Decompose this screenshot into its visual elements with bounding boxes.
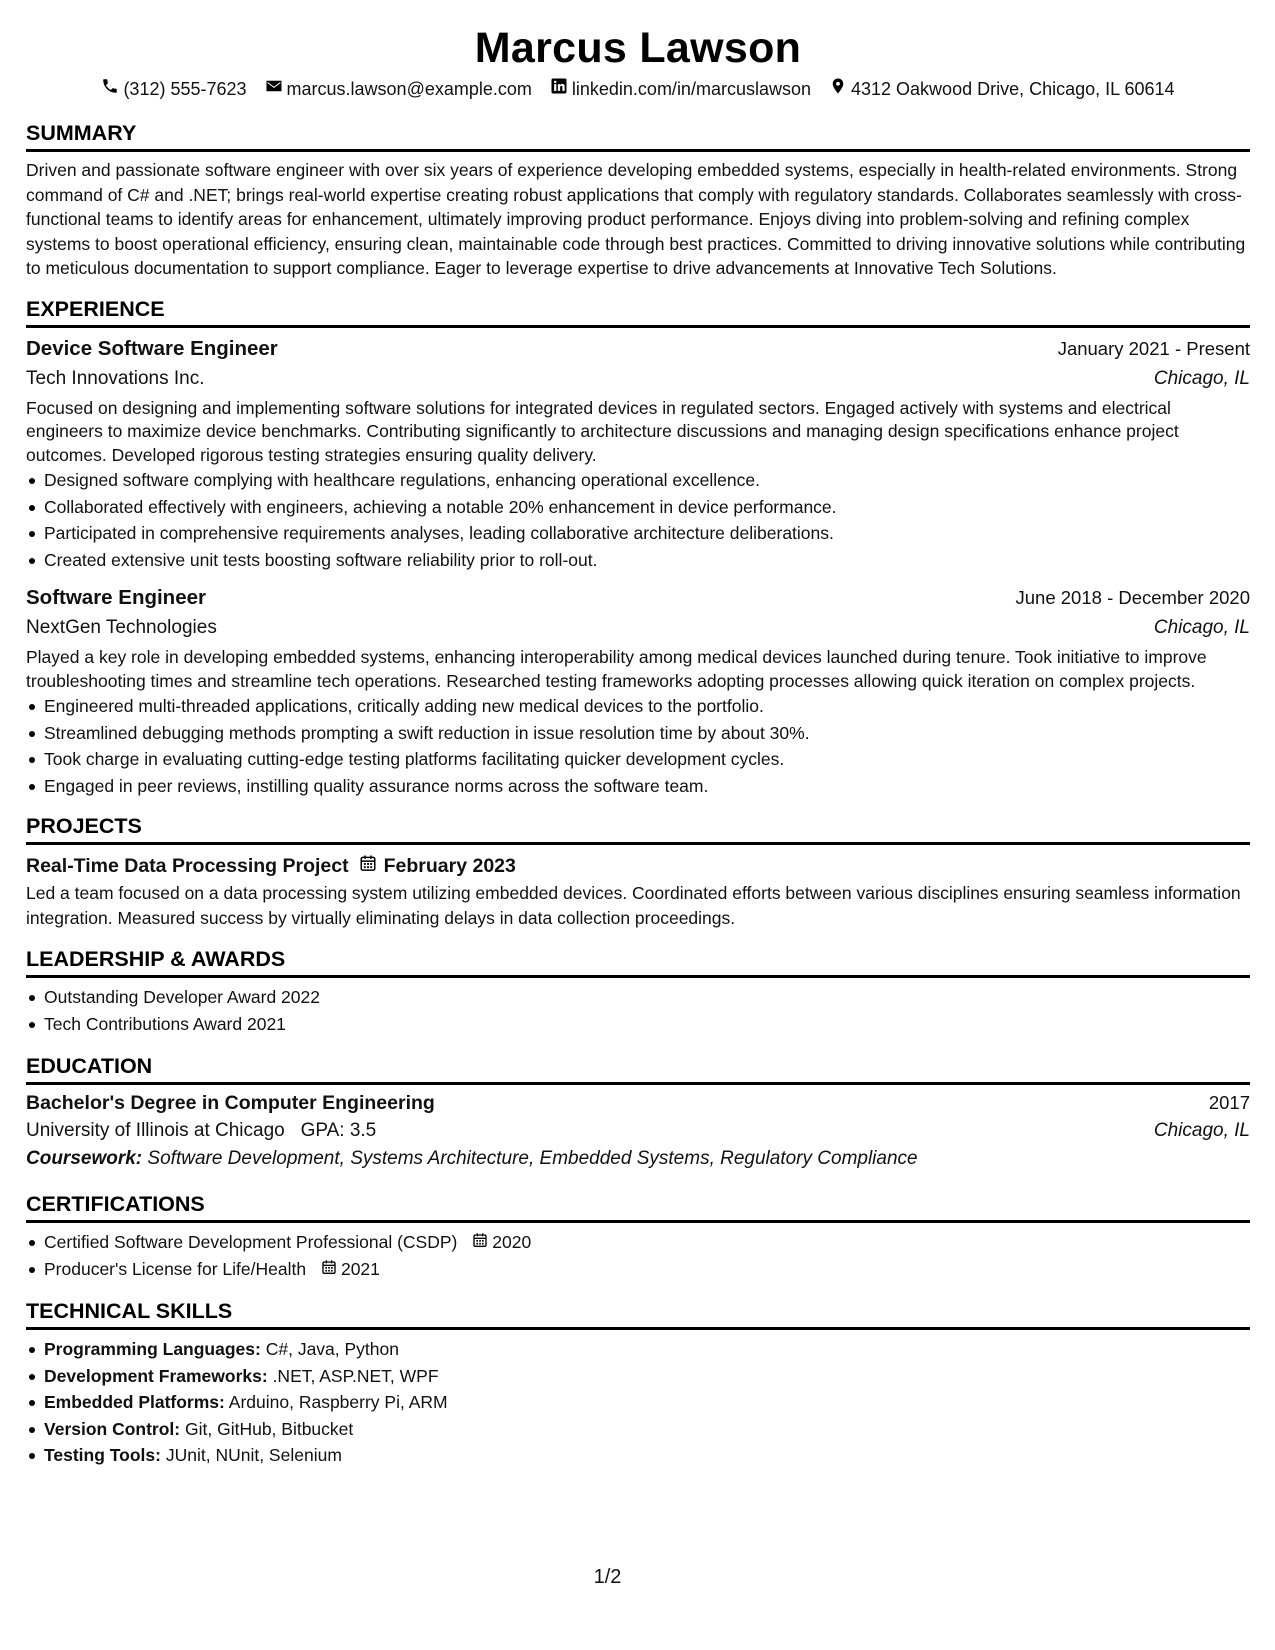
skills-list	[26, 1336, 1250, 1469]
certification-name: Producer's License for Life/Health	[44, 1258, 307, 1279]
job-title: Software Engineer	[26, 586, 206, 609]
project-date	[359, 853, 516, 879]
list-item	[26, 1389, 1250, 1416]
map-pin-icon	[829, 77, 847, 101]
page-number: 1/2	[593, 1566, 622, 1588]
list-item: Tech Contributions Award 2021	[26, 1011, 1250, 1038]
certifications-list	[26, 1229, 1250, 1282]
section-title-awards: LEADERSHIP & AWARDS	[26, 946, 1250, 978]
certification-date	[472, 1229, 531, 1256]
project-header	[26, 853, 1250, 879]
coursework	[26, 1145, 1250, 1173]
calendar-icon	[472, 1229, 488, 1256]
certification-date	[321, 1256, 380, 1283]
education-section	[26, 1053, 1250, 1173]
project-description: Led a team focused on a data processing system utilizing embedded devices. Coordinated efforts between various disciplines ensuring seamless information integration. Measured success by virtually eliminating delays in data collection proceedings.	[26, 883, 1241, 928]
phone-text: (312) 555-7623	[123, 79, 247, 99]
certification-year: 2021	[340, 1258, 380, 1279]
awards-section	[26, 946, 1250, 1037]
skills-section	[26, 1298, 1250, 1469]
certifications-section	[26, 1191, 1250, 1282]
list-item: Streamlined debugging methods prompting a swift reduction in issue resolution time by about 30%.	[26, 720, 1250, 747]
school-line	[26, 1117, 376, 1145]
section-title-experience: EXPERIENCE	[26, 296, 1250, 328]
contact-linkedin	[550, 77, 811, 101]
list-item: Participated in comprehensive requirements analyses, leading collaborative architecture deliberations.	[26, 520, 1250, 547]
skill-label: Version Control:	[44, 1418, 181, 1439]
list-item	[26, 1336, 1250, 1363]
job-location: Chicago, IL	[1153, 367, 1250, 389]
company-name: NextGen Technologies	[26, 617, 217, 638]
list-item	[26, 1229, 1250, 1256]
school-name: University of Illinois at Chicago	[26, 1120, 285, 1141]
job-bullets	[26, 693, 1250, 799]
job-entry	[26, 583, 1250, 799]
job-title: Device Software Engineer	[26, 336, 278, 360]
email-text: marcus.lawson@example.com	[286, 79, 532, 99]
resume-page	[26, 22, 1250, 1469]
list-item	[26, 1363, 1250, 1390]
skill-value: C#, Java, Python	[265, 1339, 399, 1359]
school-location: Chicago, IL	[1153, 1120, 1250, 1141]
experience-section	[26, 296, 1250, 800]
list-item: Designed software complying with healthcare regulations, enhancing operational excellence.	[26, 467, 1250, 494]
job-dates: January 2021 - Present	[1057, 337, 1250, 359]
envelope-icon	[265, 77, 283, 101]
company-name: Tech Innovations Inc.	[26, 367, 205, 389]
list-item: Took charge in evaluating cutting-edge testing platforms facilitating quicker development cycles.	[26, 746, 1250, 773]
awards-list	[26, 984, 1250, 1037]
list-item: Engineered multi-threaded applications, critically adding new medical devices to the portfolio.	[26, 693, 1250, 720]
certification-year: 2020	[492, 1232, 532, 1252]
calendar-icon	[359, 853, 377, 879]
list-item: Outstanding Developer Award 2022	[26, 984, 1250, 1011]
summary-section	[26, 120, 1250, 281]
skill-label: Testing Tools:	[44, 1445, 161, 1465]
skill-value: .NET, ASP.NET, WPF	[272, 1365, 439, 1386]
candidate-name: Marcus Lawson	[474, 24, 802, 72]
job-entry	[26, 334, 1250, 574]
contact-phone	[101, 77, 246, 101]
contact-email	[265, 77, 532, 101]
address-text: 4312 Oakwood Drive, Chicago, IL 60614	[851, 79, 1175, 99]
project-date-text: February 2023	[383, 855, 516, 877]
list-item	[26, 1256, 1250, 1283]
skill-value: JUnit, NUnit, Selenium	[165, 1445, 342, 1465]
contact-bar	[26, 77, 1250, 101]
section-title-projects: PROJECTS	[26, 813, 1250, 845]
calendar-icon	[321, 1256, 337, 1283]
skill-value: Arduino, Raspberry Pi, ARM	[228, 1392, 448, 1412]
job-description: Focused on designing and implementing software solutions for integrated devices in regulated sectors. Engaged actively with systems and electrical engineers to maximize device benchmarks. Contributing significantly to architecture discussions and managing design specifications enhance project outcomes. Developed rigorous testing strategies ensuring quality delivery.	[26, 397, 1179, 465]
linkedin-icon	[550, 77, 568, 101]
project-name: Real-Time Data Processing Project	[26, 855, 349, 877]
contact-address	[829, 77, 1175, 101]
coursework-label: Coursework:	[26, 1148, 143, 1169]
projects-section	[26, 813, 1250, 930]
job-dates: June 2018 - December 2020	[1015, 587, 1250, 608]
skill-label: Programming Languages:	[44, 1339, 261, 1359]
degree-name: Bachelor's Degree in Computer Engineering	[26, 1092, 435, 1114]
job-location: Chicago, IL	[1153, 617, 1250, 638]
list-item: Created extensive unit tests boosting software reliability prior to roll-out.	[26, 547, 1250, 574]
section-title-summary: SUMMARY	[26, 120, 1250, 152]
gpa: GPA: 3.5	[300, 1120, 377, 1141]
list-item	[26, 1442, 1250, 1469]
phone-icon	[101, 77, 119, 101]
section-title-skills: TECHNICAL SKILLS	[26, 1298, 1250, 1330]
job-bullets	[26, 467, 1250, 573]
list-item: Engaged in peer reviews, instilling quality assurance norms across the software team.	[26, 773, 1250, 800]
skill-label: Development Frameworks:	[44, 1365, 268, 1386]
graduation-year: 2017	[1208, 1092, 1250, 1113]
certification-name: Certified Software Development Professional (CSDP)	[44, 1232, 458, 1252]
summary-text: Driven and passionate software engineer with over six years of experience developing embedded systems, especially in health-related environments. Strong command of C# and .NET; brings real-world expertise creating robust applications that comply with regulatory standards. Collaborates seamlessly with cross-functional teams to identify areas for enhancement, ultimately improving product performance. Enjoys diving into problem-solving and refining complex systems to boost operational efficiency, ensuring clean, maintainable code through best practices. Committed to driving innovative solutions while contributing to meticulous documentation to support compliance. Eager to leverage expertise to drive advancements at Innovative Tech Solutions.	[26, 160, 1246, 278]
job-description: Played a key role in developing embedded systems, enhancing interoperability among medical devices launched during tenure. Took initiative to improve troubleshooting times and streamline tech operations. Researched testing frameworks adopting processes allowing quick iteration on complex projects.	[26, 647, 1207, 691]
linkedin-text: linkedin.com/in/marcuslawson	[571, 79, 811, 99]
list-item: Collaborated effectively with engineers, achieving a notable 20% enhancement in device performance.	[26, 494, 1250, 521]
skill-value: Git, GitHub, Bitbucket	[185, 1418, 354, 1439]
skill-label: Embedded Platforms:	[44, 1392, 225, 1412]
section-title-certifications: CERTIFICATIONS	[26, 1191, 1250, 1223]
section-title-education: EDUCATION	[26, 1053, 1250, 1085]
list-item	[26, 1416, 1250, 1443]
coursework-list: Software Development, Systems Architecture, Embedded Systems, Regulatory Compliance	[147, 1148, 918, 1169]
